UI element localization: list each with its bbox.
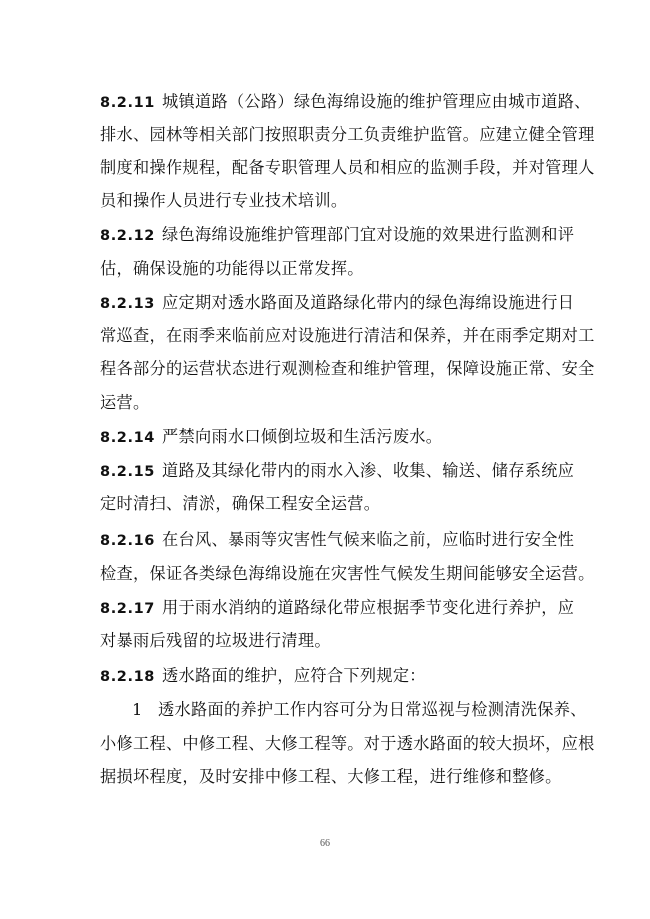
clause-8-2-11-line-2: 排水、园林等相关部门按照职责分工负责维护监管。应建立健全管理 [100, 125, 595, 144]
clause-number: 8.2.13 [100, 296, 155, 312]
clause-number: 8.2.18 [100, 669, 155, 685]
clause-number: 8.2.16 [100, 533, 155, 549]
clause-8-2-16-line-1: 8.2.16 在台风、暴雨等灾害性气候来临之前，应临时进行安全性 [100, 530, 575, 549]
clause-number: 8.2.12 [100, 228, 155, 244]
page-number: 66 [320, 838, 330, 849]
clause-8-2-16-line-2: 检查，保证各类绿色海绵设施在灾害性气候发生期间能够安全运营。 [100, 564, 595, 583]
clause-8-2-13-line-2: 常巡查，在雨季来临前应对设施进行清洁和保养，并在雨季定期对工 [100, 326, 595, 345]
clause-8-2-18-line-1: 8.2.18 透水路面的维护，应符合下列规定： [100, 666, 426, 685]
clause-8-2-12-line-1: 8.2.12 绿色海绵设施维护管理部门宜对设施的效果进行监测和评 [100, 225, 575, 244]
clause-number: 8.2.14 [100, 430, 155, 446]
clause-8-2-11-line-4: 员和操作人员进行专业技术培训。 [100, 191, 348, 210]
clause-8-2-17-line-2: 对暴雨后残留的垃圾进行清理。 [100, 631, 331, 650]
clause-number: 8.2.11 [100, 95, 155, 111]
clause-8-2-12-line-2: 估，确保设施的功能得以正常发挥。 [100, 259, 364, 278]
clause-8-2-17-line-1: 8.2.17 用于雨水消纳的道路绿化带应根据季节变化进行养护，应 [100, 598, 575, 617]
clause-8-2-13-line-1: 8.2.13 应定期对透水路面及道路绿化带内的绿色海绵设施进行日 [100, 293, 575, 312]
clause-number: 8.2.17 [100, 601, 155, 617]
item-1-line-2: 小修工程、中修工程、大修工程等。对于透水路面的较大损坏，应根 [100, 734, 595, 753]
item-1-line-3: 据损坏程度，及时安排中修工程、大修工程，进行维修和整修。 [100, 767, 562, 786]
item-number: 1 [132, 700, 143, 719]
clause-8-2-14-line-1: 8.2.14 严禁向雨水口倾倒垃圾和生活污废水。 [100, 427, 443, 446]
clause-8-2-11-line-1: 8.2.11 城镇道路（公路）绿色海绵设施的维护管理应由城市道路、 [100, 92, 591, 111]
clause-8-2-11-line-3: 制度和操作规程，配备专职管理人员和相应的监测手段，并对管理人 [100, 158, 595, 177]
clause-8-2-13-line-3: 程各部分的运营状态进行观测检查和维护管理，保障设施正常、安全 [100, 359, 595, 378]
clause-8-2-15-line-1: 8.2.15 道路及其绿化带内的雨水入渗、收集、输送、储存系统应 [100, 461, 575, 480]
clause-8-2-13-line-4: 运营。 [100, 393, 150, 412]
item-1-line-1: 1 透水路面的养护工作内容可分为日常巡视与检测清洗保养、 [132, 700, 587, 719]
clause-number: 8.2.15 [100, 464, 155, 480]
clause-8-2-15-line-2: 定时清扫、清淤，确保工程安全运营。 [100, 494, 381, 513]
